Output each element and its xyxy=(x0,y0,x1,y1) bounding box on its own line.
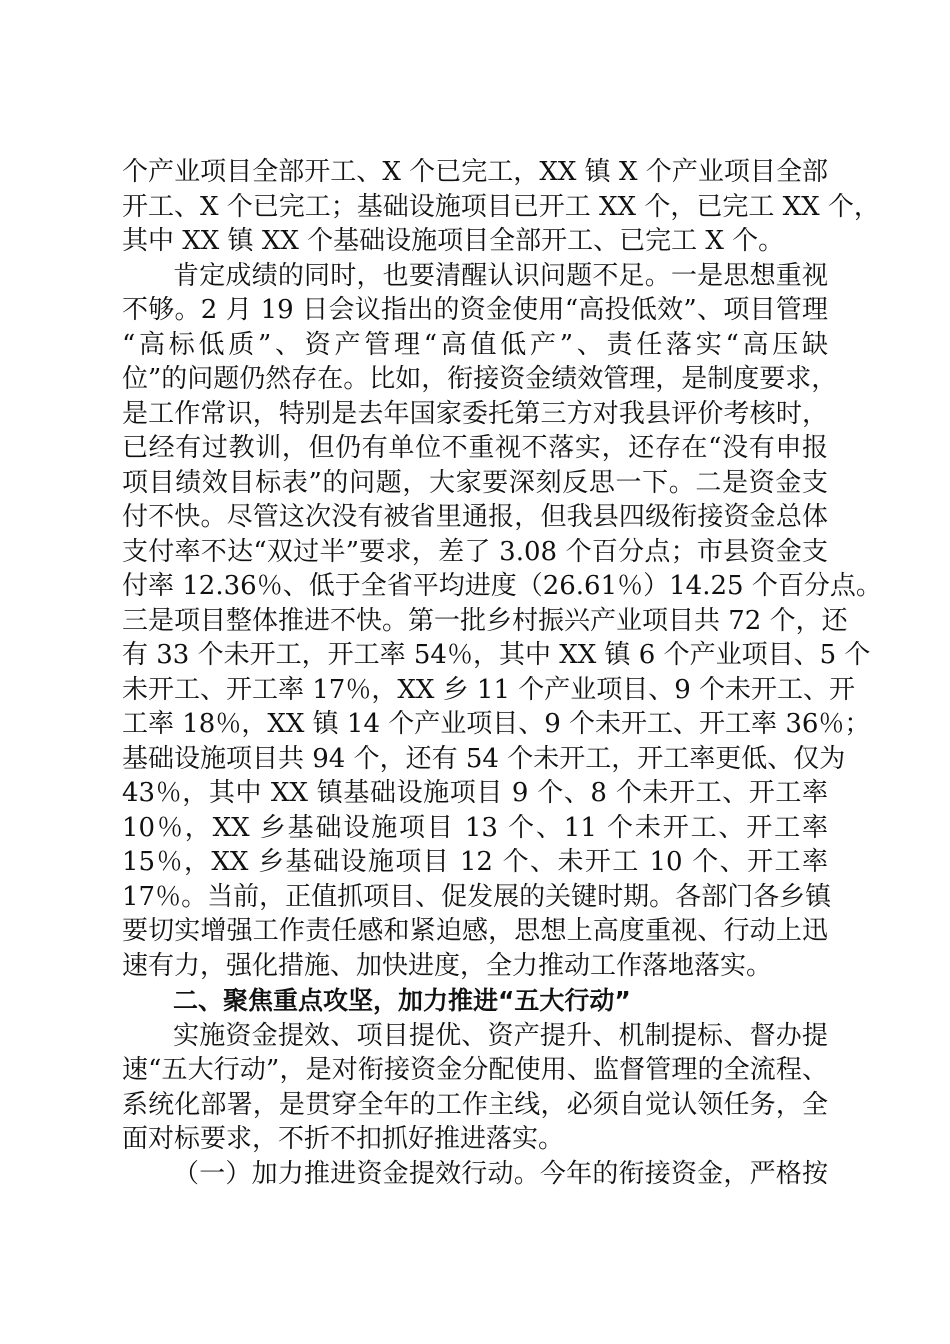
paragraph-line: 有 33 个未开工，开工率 54％，其中 XX 镇 6 个产业项目、5 个 xyxy=(122,640,871,670)
paragraph-line: 速有力，强化措施、加快进度，全力推动工作落地落实。 xyxy=(122,951,773,981)
paragraph-line: 工率 18％，XX 镇 14 个产业项目、9 个未开工、开工率 36％； xyxy=(122,709,871,739)
paragraph-line: 付率 12.36％、低于全省平均进度（26.61％）14.25 个百分点。 xyxy=(122,571,882,601)
paragraph-line: 15％，XX 乡基础设施项目 12 个、未开工 10 个、开工率 xyxy=(122,847,828,877)
paragraph-line: 43％，其中 XX 镇基础设施项目 9 个、8 个未开工、开工率 xyxy=(122,778,828,808)
paragraph-line: “高标低质”、资产管理“高值低产”、责任落实“高压缺 xyxy=(122,330,828,360)
paragraph-line: 其中 XX 镇 XX 个基础设施项目全部开工、已完工 X 个。 xyxy=(122,226,785,256)
paragraph-line: 三是项目整体推进不快。第一批乡村振兴产业项目共 72 个，还 xyxy=(122,606,848,636)
paragraph-line: 开工、X 个已完工；基础设施项目已开工 XX 个，已完工 XX 个， xyxy=(122,192,880,222)
paragraph-line: 17％。当前，正值抓项目、促发展的关键时期。各部门各乡镇 xyxy=(122,882,832,912)
paragraph-line: 支付率不达“双过半”要求，差了 3.08 个百分点；市县资金支 xyxy=(122,537,828,567)
paragraph-line: 速“五大行动”，是对衔接资金分配使用、监督管理的全流程、 xyxy=(122,1055,828,1085)
paragraph-line: 是工作常识，特别是去年国家委托第三方对我县评价考核时， xyxy=(122,399,828,429)
section-heading: 二、聚焦重点攻坚，加力推进“五大行动” xyxy=(173,986,631,1015)
paragraph-line: 项目绩效目标表”的问题，大家要深刻反思一下。二是资金支 xyxy=(122,468,828,498)
paragraph-line: 系统化部署，是贯穿全年的工作主线，必须自觉认领任务，全 xyxy=(122,1090,828,1120)
paragraph-line: 个产业项目全部开工、X 个已完工，XX 镇 X 个产业项目全部 xyxy=(122,157,828,187)
paragraph-line: 10％，XX 乡基础设施项目 13 个、11 个未开工、开工率 xyxy=(122,813,828,843)
paragraph-line: 面对标要求，不折不扣抓好推进落实。 xyxy=(122,1124,565,1154)
paragraph-line: 要切实增强工作责任感和紧迫感，思想上高度重视、行动上迅 xyxy=(122,916,828,946)
subsection-line: （一）加力推进资金提效行动。今年的衔接资金，严格按 xyxy=(173,1159,828,1189)
paragraph-line: 实施资金提效、项目提优、资产提升、机制提标、督办提 xyxy=(173,1021,828,1051)
paragraph-line: 基础设施项目共 94 个，还有 54 个未开工，开工率更低、仅为 xyxy=(122,744,846,774)
paragraph-line: 肯定成绩的同时，也要清醒认识问题不足。一是思想重视 xyxy=(173,261,828,291)
paragraph-line: 已经有过教训，但仍有单位不重视不落实，还存在“没有申报 xyxy=(122,433,828,463)
paragraph-line: 不够。2 月 19 日会议指出的资金使用“高投低效”、项目管理 xyxy=(122,295,828,325)
paragraph-line: 付不快。尽管这次没有被省里通报，但我县四级衔接资金总体 xyxy=(122,502,828,532)
paragraph-line: 未开工、开工率 17％，XX 乡 11 个产业项目、9 个未开工、开 xyxy=(122,675,856,705)
paragraph-line: 位”的问题仍然存在。比如，衔接资金绩效管理，是制度要求， xyxy=(122,364,838,394)
